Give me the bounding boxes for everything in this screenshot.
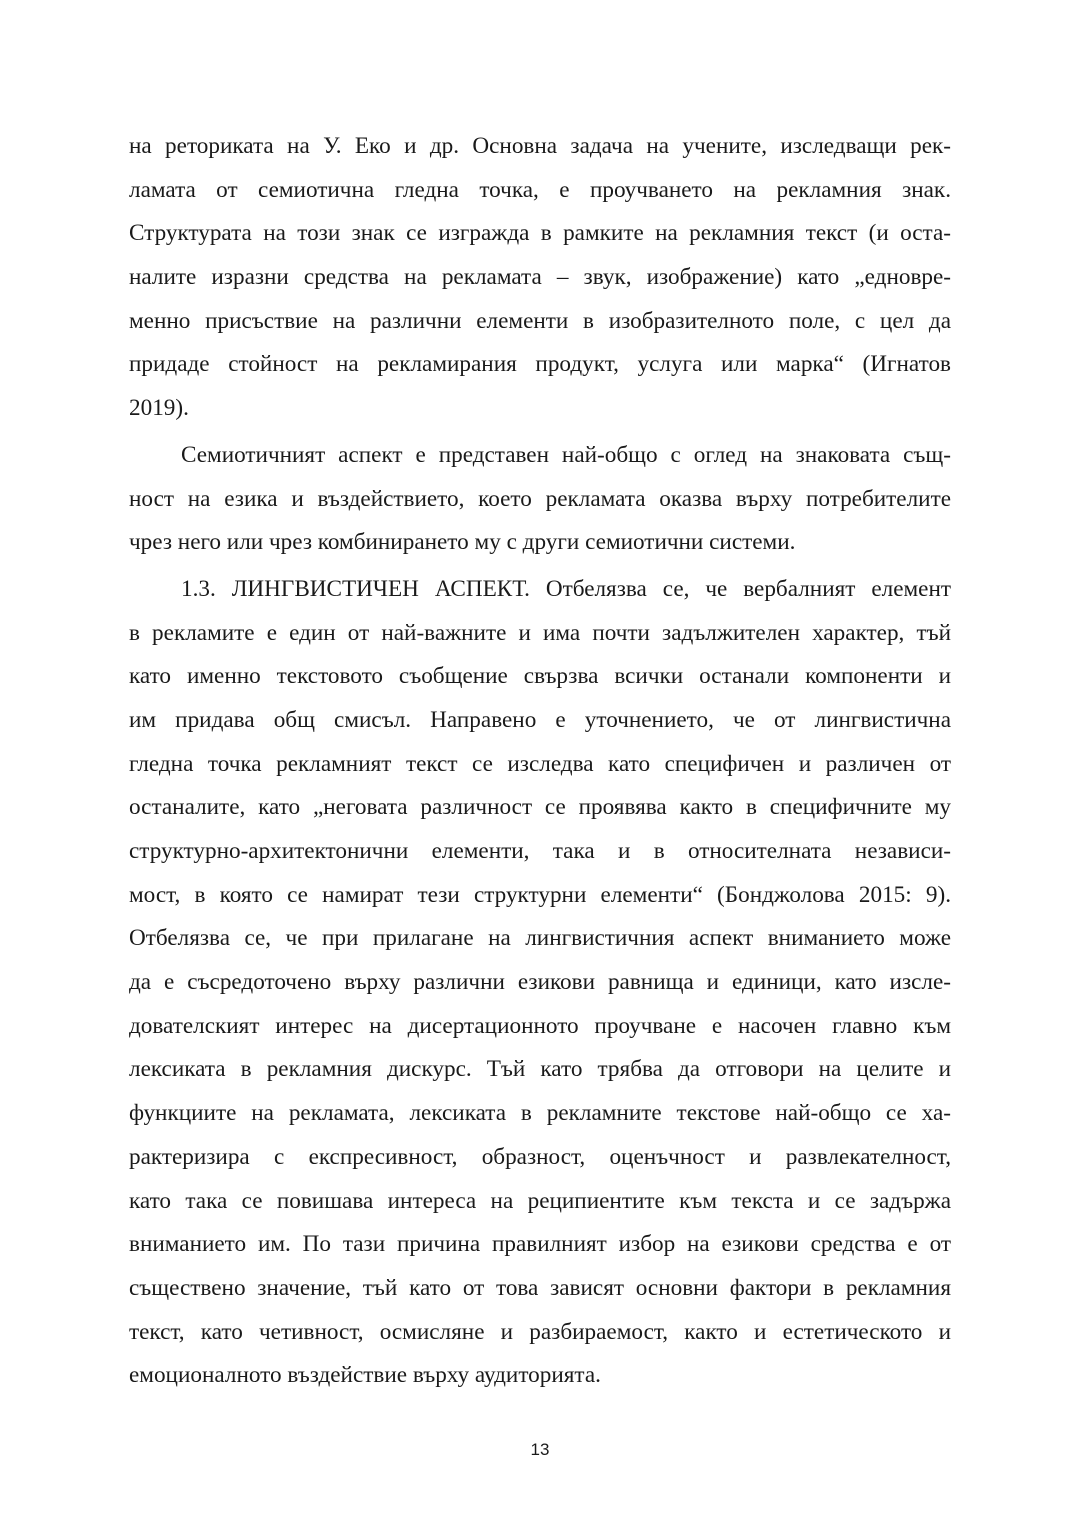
paragraph-3 xyxy=(129,568,951,1398)
text-line: ламата от семиотична гледна точка, е проучването на рекламния знак. xyxy=(129,176,951,203)
text-line: налите изразни средства на рекламата – звук, изображение) като „едновре- xyxy=(129,264,951,291)
paragraph-2 xyxy=(129,434,951,565)
text-line: функциите на рекламата, лексиката в рекламните текстове най-общо се ха- xyxy=(129,1100,951,1127)
text-line: Структурата на този знак се изгражда в рамките на рекламния текст (и оста- xyxy=(129,220,951,247)
text-line: в рекламите е един от най-важните и има почти задължителен характер, тъй xyxy=(129,619,951,646)
text-line: лексиката в рекламния дискурс. Тъй като трябва да отговори на целите и xyxy=(129,1056,951,1083)
text-line: ност на езика и въздействието, което рекламата оказва върху потребителите xyxy=(129,485,951,512)
text-line: останалите, като „неговата различност се проявява както в специфичните му xyxy=(129,794,951,821)
text-line: менно присъствие на различни елементи в изобразителното поле, с цел да xyxy=(129,307,951,334)
paragraph-1 xyxy=(129,125,951,431)
text-line: на реториката на У. Еко и др. Основна задача на учените, изследващи рек- xyxy=(129,133,951,159)
text-line: Семиотичният аспект е представен най-общо с оглед на знаковата същ- xyxy=(181,441,951,468)
text-line: дователският интерес на дисертационното проучване е насочен главно към xyxy=(129,1012,951,1039)
text-line: съществено значение, тъй като от това зависят основни фактори в рекламния xyxy=(129,1274,951,1301)
text-line: Отбелязва се, че при прилагане на лингвистичния аспект вниманието може xyxy=(129,925,951,952)
text-line: мост, в която се намират тези структурни елементи“ (Бонджолова 2015: 9). xyxy=(129,881,951,908)
text-line: да е съсредоточено върху различни езикови равнища и единици, като изсле- xyxy=(129,969,951,996)
text-line: като така се повишава интереса на реципиентите към текста и се задържа xyxy=(129,1187,951,1214)
text-line: като именно текстовото съобщение свързва всички останали компоненти и xyxy=(129,663,951,690)
text-line: гледна точка рекламният текст се изследва като специфичен и различен от xyxy=(129,750,951,777)
text-line: текст, като четивност, осмисляне и разбираемост, както и естетическото и xyxy=(129,1318,951,1345)
text-line: чрез него или чрез комбинирането му с други семиотични системи. xyxy=(129,529,796,556)
text-line: 1.3. ЛИНГВИСТИЧЕН АСПЕКТ. Отбелязва се, че вербалният елемент xyxy=(181,575,951,602)
page-number: 13 xyxy=(530,1440,550,1459)
text-line: вниманието им. По тази причина правилният избор на езикови средства е от xyxy=(129,1231,951,1258)
text-line: рактеризира с експресивност, образност, оценъчност и развлекателност, xyxy=(129,1143,951,1170)
document-body xyxy=(129,125,951,1398)
text-line: структурно-архитектонични елементи, така и в относителната независи- xyxy=(129,838,951,864)
text-line: им придава общ смисъл. Направено е уточнението, че от лингвистична xyxy=(129,706,951,733)
text-line: придаде стойност на рекламирания продукт, услуга или марка“ (Игнатов xyxy=(129,351,951,378)
text-line: 2019). xyxy=(129,395,189,422)
text-line: емоционалното въздействие върху аудиторията. xyxy=(129,1362,601,1389)
